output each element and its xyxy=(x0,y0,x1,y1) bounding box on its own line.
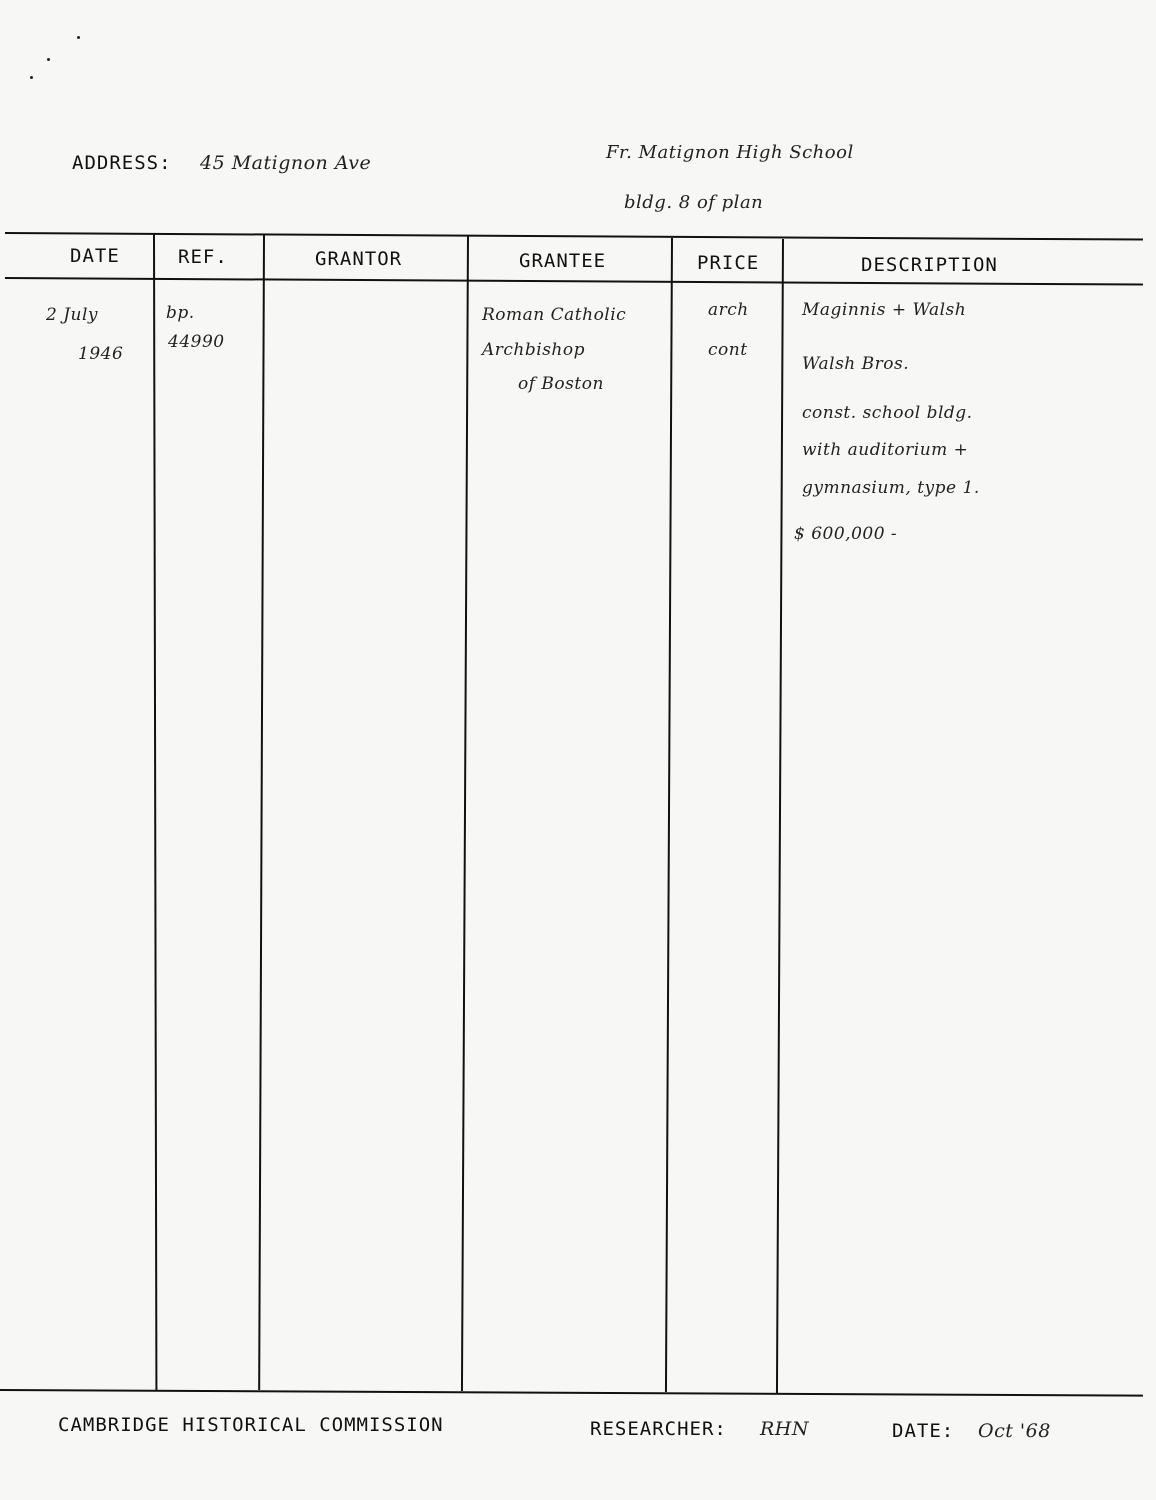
row-grantee-line1: Roman Catholic xyxy=(482,305,627,325)
header-note-line2: bldg. 8 of plan xyxy=(624,192,764,213)
footer-researcher-label: RESEARCHER: xyxy=(590,1418,727,1440)
column-header-grantor: GRANTOR xyxy=(315,248,403,270)
speck-mark xyxy=(30,76,33,79)
footer-date-label: DATE: xyxy=(892,1420,955,1442)
row-description-line: $ 600,000 - xyxy=(794,524,898,544)
row-grantee-line2: Archbishop xyxy=(482,340,585,360)
row-description-line: with auditorium + xyxy=(802,440,969,460)
row-price-line1: arch xyxy=(708,300,749,320)
footer-researcher-value: RHN xyxy=(760,1418,809,1440)
column-divider-date-ref xyxy=(153,234,157,1390)
column-divider-grantor-grantee xyxy=(461,236,469,1391)
table-bottom-border xyxy=(0,1389,1143,1397)
row-ref-book: bp. xyxy=(166,303,195,323)
row-date-day-month: 2 July xyxy=(46,305,99,325)
footer-organization: CAMBRIDGE HISTORICAL COMMISSION xyxy=(58,1414,444,1436)
column-divider-price-description xyxy=(776,239,784,1393)
row-description-line: Walsh Bros. xyxy=(802,354,910,374)
row-date-year: 1946 xyxy=(78,344,124,364)
row-description-line: const. school bldg. xyxy=(802,403,973,423)
row-description-line: Maginnis + Walsh xyxy=(802,300,967,320)
row-price-line2: cont xyxy=(708,340,748,360)
column-header-ref: REF. xyxy=(178,246,228,268)
row-grantee-line3: of Boston xyxy=(518,374,604,394)
address-label: ADDRESS: xyxy=(72,152,172,174)
speck-mark xyxy=(47,58,50,61)
speck-mark xyxy=(77,36,80,39)
column-divider-grantee-price xyxy=(665,238,673,1392)
column-divider-ref-grantor xyxy=(258,235,265,1390)
column-header-date: DATE xyxy=(70,245,120,267)
column-header-description: DESCRIPTION xyxy=(861,254,998,276)
table-top-border xyxy=(5,232,1143,241)
row-ref-number: 44990 xyxy=(168,332,225,352)
column-header-grantee: GRANTEE xyxy=(519,250,607,272)
row-description-line: gymnasium, type 1. xyxy=(802,478,980,498)
column-header-price: PRICE xyxy=(697,252,760,274)
header-note-line1: Fr. Matignon High School xyxy=(606,142,854,163)
table-header-divider xyxy=(5,277,1143,286)
footer-date-value: Oct '68 xyxy=(978,1420,1051,1442)
address-value: 45 Matignon Ave xyxy=(200,152,372,174)
